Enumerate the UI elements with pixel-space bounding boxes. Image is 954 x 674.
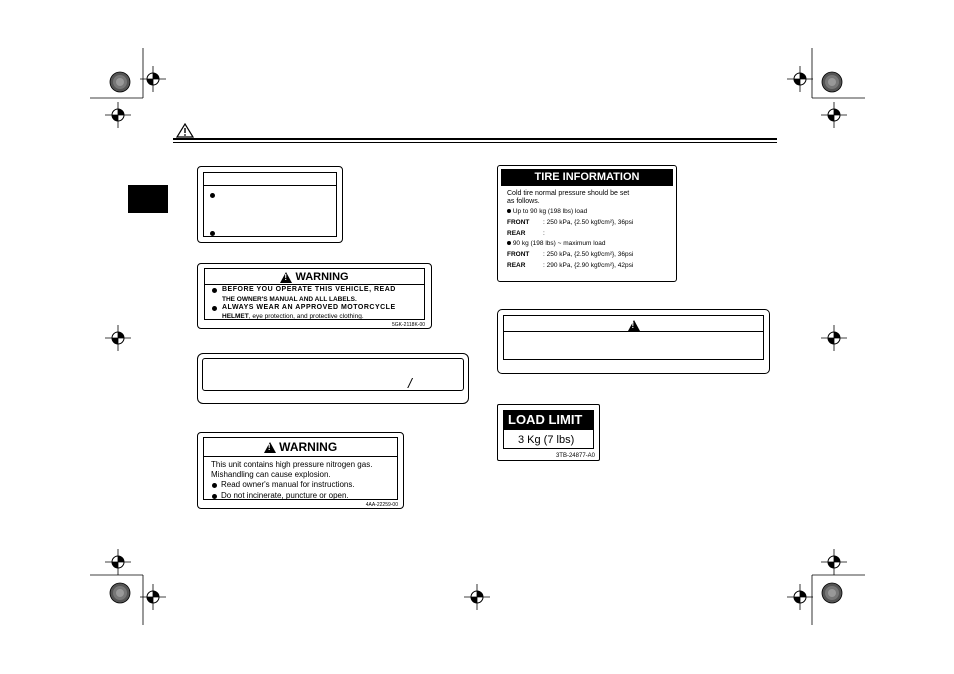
bullet-icon [212,288,217,293]
header-rule [173,138,777,140]
tire-front-1: FRONT : 250 kPa, {2.50 kgf/cm²}, 36psi [507,219,634,226]
label-load-limit [497,404,600,461]
tire-intro-1: Cold tire normal pressure should be set [507,190,630,197]
warning-triangle-icon [264,442,276,453]
label-code: 5GK-2118K-00 [392,322,425,328]
label-warning-nitrogen-inner [203,437,398,500]
tire-section-1: Up to 90 kg (198 lbs) load [507,208,587,215]
tire-intro-2: as follows. [507,198,540,205]
registration-mark-icon [821,102,847,128]
header-rule [173,142,777,143]
label-warning-nitrogen [197,432,404,509]
registration-mark-icon [140,66,166,92]
section-tab [128,185,168,213]
warning-title: ! WARNING [205,271,424,283]
warning-triangle-icon [280,272,292,283]
registration-mark-icon [105,549,131,575]
warning-title: ! WARNING [204,440,397,454]
sticker-slash: / [408,375,412,391]
bullet-icon [212,306,217,311]
color-dial-icon [822,72,842,92]
bullet-icon [212,494,217,499]
registration-mark-icon [464,584,490,610]
label-blank [197,166,343,243]
label-blank-inner [203,172,337,237]
nitrogen-bullet-1: Read owner's manual for instructions. [221,480,355,489]
label-tire-information [497,165,677,282]
wide-warning-triangle-icon [504,317,763,335]
registration-mark-icon [140,584,166,610]
label-long-sticker [197,353,469,404]
registration-mark-icon [105,325,131,351]
registration-mark-icon [787,66,813,92]
warning-title-rule [204,456,397,457]
registration-mark-icon [105,102,131,128]
tire-rear-1: REAR : [507,230,545,237]
label-code: 3TB-24877-A0 [555,453,595,459]
nitrogen-line-2: Mishandling can cause explosion. [211,470,331,479]
warning-title-rule [205,284,424,285]
tire-section-2: 90 kg (198 lbs) ~ maximum load [507,240,605,247]
tire-front-2: FRONT : 250 kPa, {2.50 kgf/cm²}, 36psi [507,251,634,258]
bullet-icon [507,209,511,213]
header-warning-icon [176,123,194,143]
registration-mark-icon [821,549,847,575]
label-blank-header-rule [204,185,336,186]
bullet-icon [507,241,511,245]
label-wide-warning [497,309,770,374]
load-limit-value-box [503,429,594,449]
tire-rear-2: REAR : 290 kPa, {2.90 kgf/cm²}, 42psi [507,262,634,269]
bullet-icon [210,193,215,198]
color-dial-icon [110,72,130,92]
nitrogen-bullet-2: Do not incinerate, puncture or open. [221,491,349,500]
color-dial-icon [822,583,842,603]
load-limit-title: LOAD LIMIT [503,410,594,429]
registration-mark-icon [787,584,813,610]
warning-line-1: BEFORE YOU OPERATE THIS VEHICLE, READ [222,286,396,293]
warning-line-4: HELMET, eye protection, and protective clothing. [222,313,364,320]
registration-mark-icon [821,325,847,351]
warning-line-3: ALWAYS WEAR AN APPROVED MOTORCYCLE [222,304,396,311]
bullet-icon [212,483,217,488]
tire-info-title: TIRE INFORMATION [501,169,673,186]
label-warning-helmet [197,263,432,329]
wide-warning-title-rule [504,331,763,332]
label-code: 4AA-22259-00 [365,502,398,508]
load-limit-value: 3 Kg (7 lbs) [518,434,575,446]
label-warning-helmet-inner [204,268,425,320]
color-dial-icon [110,583,130,603]
nitrogen-line-1: This unit contains high pressure nitrogen gas. [211,460,373,469]
label-wide-warning-inner [503,315,764,360]
label-long-sticker-inner [202,358,464,391]
warning-line-2: THE OWNER'S MANUAL AND ALL LABELS. [222,296,357,303]
bullet-icon [210,231,215,236]
